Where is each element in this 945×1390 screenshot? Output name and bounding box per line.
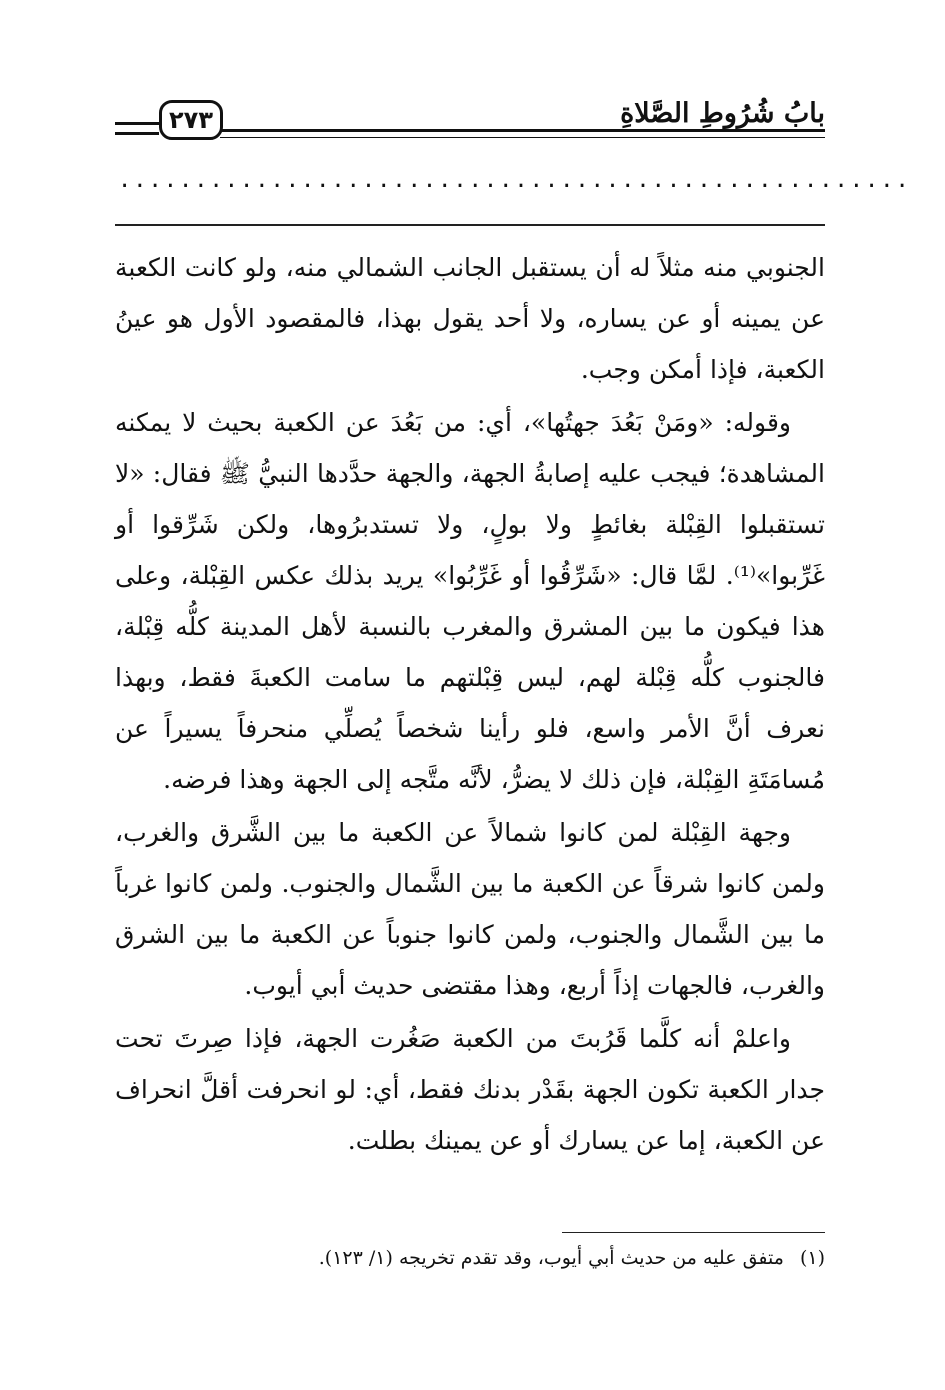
footnote-text: متفق عليه من حديث أبي أيوب، وقد تقدم تخريجه (١/ ١٢٣). [318,1247,784,1269]
chapter-title: بابُ شُرُوطِ الصَّلاةِ [620,98,825,129]
body-text [115,242,825,1166]
paragraph: وجهة القِبْلة لمن كانوا شمالاً عن الكعبة ما بين الشَّرق والغرب، ولمن كانوا شرقاً عن الكعبة ما بين الشَّمال والجنوب. ولمن كانوا غرباً ما بين الشَّمال والجنوب، ولمن كانوا جنوباً عن الكعبة ما بين الشرق والغرب، فالجهات إذاً أربع، وهذا مقتضى حديث أبي أيوب. [115,818,825,1000]
paragraph: واعلمْ أنه كلَّما قَرُبتَ من الكعبة صَغُرت الجهة، فإذا صِرتَ تحت جدار الكعبة تكون الجهة بقَدْر بدنك فقط، أي: لو انحرفت أقلَّ انحراف عن الكعبة، إما عن يسارك أو عن يمينك بطلت. [115,1024,825,1155]
page-header [115,92,825,152]
header-rule-left [115,122,159,135]
footnote-number: (١) [799,1247,825,1269]
top-rule [115,224,825,226]
header-rule-right [220,129,825,138]
footnote [115,1238,825,1278]
paragraph: وقوله: «ومَنْ بَعُدَ جهتُها»، أي: من بَعُدَ عن الكعبة بحيث لا يمكنه المشاهدة؛ فيجب عليه إصابةُ الجهة، والجهة حدَّدها النبيُّ ﷺ فقال: «لا تستقبلوا القِبْلة بغائطٍ ولا بولٍ، ولا تستدبرُوها، ولكن شَرِّقوا أو غَرِّبوا»⁽¹⁾. لمَّا قال: «شَرِّقُوا أو غَرِّبُوا» يريد بذلك عكس القِبْلة، وعلى هذا فيكون ما بين المشرق والمغرب بالنسبة لأهل المدينة كلُّه قِبْلة، فالجنوب كلُّه قِبْلة لهم، ليس قِبْلتهم ما سامت الكعبةَ فقط، وبهذا نعرف أنَّ الأمر واسع، فلو رأينا شخصاً يُصلِّي منحرفاً يسيراً عن مُسامَتَةِ القِبْلة، فإن ذلك لا يضرُّ، لأنَّه متَّجه إلى الجهة وهذا فرضه. [115,408,825,794]
dotted-separator: .................................................... [118,168,911,193]
page-number: ٢٧٣ [159,100,223,140]
paragraph: الجنوبي منه مثلاً له أن يستقبل الجانب الشمالي منه، ولو كانت الكعبة عن يمينه أو عن يساره، ولا أحد يقول بهذا، فالمقصود الأول هو عينُ الكعبة، فإذا أمكن وجب. [115,253,825,384]
footnote-rule [562,1232,825,1233]
